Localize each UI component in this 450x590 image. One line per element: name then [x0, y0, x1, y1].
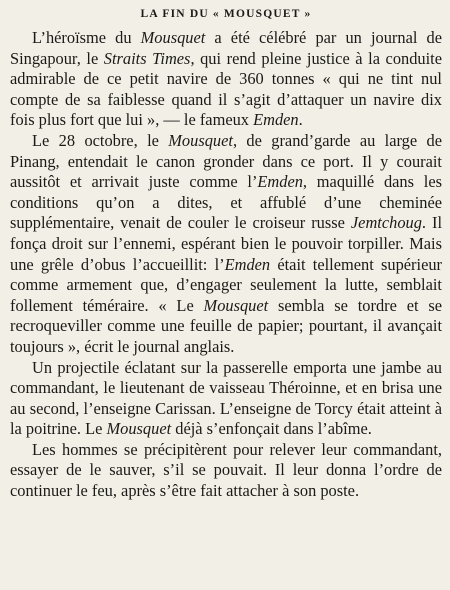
paragraph — [10, 440, 442, 502]
text-span: , maquillé dans les conditions qu’on a dites, et affublé d’une cheminée supplémentaire, venait de couler le croiseur russe — [10, 172, 442, 233]
text-span: a été célébré par un journal de Singapour, le — [10, 28, 442, 68]
paragraph — [10, 28, 442, 131]
italic-text-span: Straits Times — [103, 48, 191, 68]
italic-text-span: Mousquet — [106, 419, 172, 439]
text-span: Un projectile éclatant sur la passerelle emporta une jambe au commandant, le lieutenant de vaisseau Théroinne, et en brisa une au second, l’enseigne Carissan. L’enseigne de Torcy était atteint à la poitrine. Le — [10, 357, 442, 439]
text-span: . — [298, 110, 303, 130]
text-span: sembla se tordre et se recroqueviller comme une feuille de papier; pourtant, il avançait toujours », écrit le journal anglais. — [10, 295, 443, 356]
page-heading: LA FIN DU « MOUSQUET » — [140, 8, 312, 20]
article-body — [10, 28, 442, 502]
italic-text-span: Emden — [253, 110, 299, 130]
text-span: déjà s’enfonçait dans l’abîme. — [171, 419, 372, 439]
text-span: , qui rend pleine justice à la conduite admirable de ce petit navire de 360 tonnes « qui ne tint nul compte de sa faiblesse quand il s’agit d’attaquer un navire dix fois plus fort que lui », — le fameux — [10, 48, 442, 130]
text-span: L’héroïsme du — [32, 28, 141, 47]
text-span: était tellement supérieur comme armement que, d’engager seulement la lutte, semblait follement téméraire. « Le — [10, 254, 442, 315]
text-span: Le 28 octobre, le — [32, 130, 169, 150]
paragraph — [10, 131, 442, 358]
paragraph — [10, 358, 442, 440]
text-span: . Il fonça droit sur l’ennemi, espérant bien le pouvoir torpiller. Mais une grêle d’obus l’accueillit: l’ — [10, 213, 443, 274]
italic-text-span: Mousquet — [140, 28, 206, 47]
italic-text-span: Mousquet — [168, 130, 233, 150]
text-span: Les hommes se précipitèrent pour relever leur commandant, essayer de le sauver, s’il se pouvait. Il leur donna l’ordre de continuer le feu, après s’être fait attacher à son poste. — [10, 439, 442, 501]
italic-text-span: Mousquet — [203, 295, 269, 315]
text-span: , de grand’garde au large de Pinang, entendait le canon gronder dans ce port. Il y courait aussitôt et arrivait juste comme l’ — [10, 130, 442, 192]
italic-text-span: Jemtchoug — [350, 213, 422, 233]
italic-text-span: Emden — [224, 254, 271, 274]
italic-text-span: Emden — [257, 172, 303, 192]
